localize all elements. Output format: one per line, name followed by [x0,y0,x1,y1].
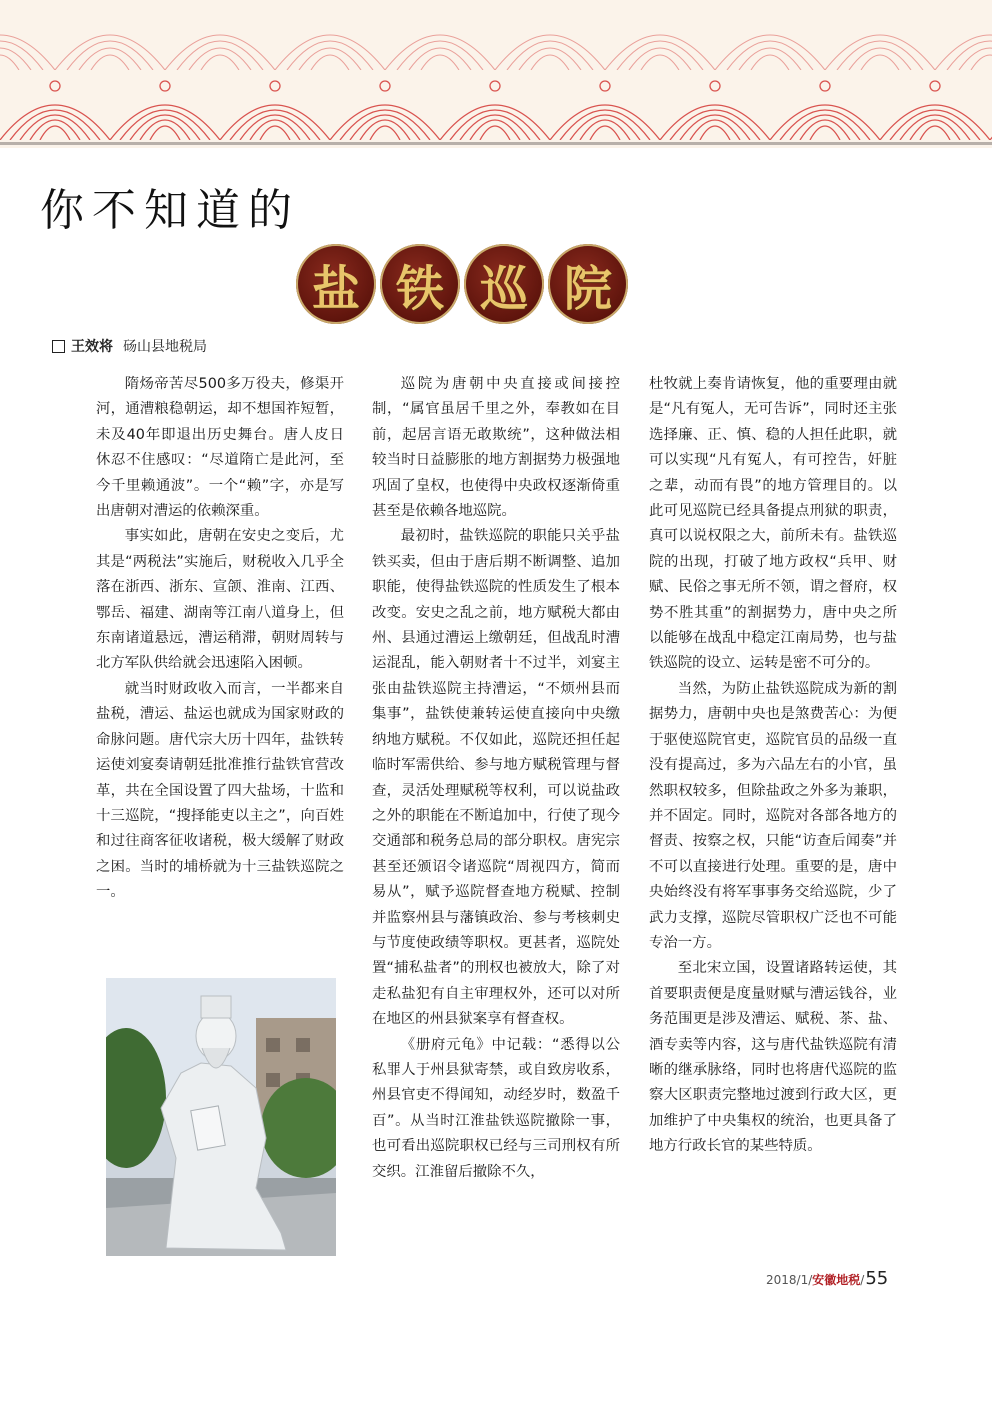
square-bullet-icon [52,340,65,353]
paragraph: 巡院为唐朝中央直接或间接控制，“属官虽居千里之外，奉教如在目前，起居言语无敢欺统”，这种做法相较当时日益膨胀的地方割据势力极强地巩固了皇权，也使得中央政权逐渐倚重甚至是依赖各地巡院。 [372,376,620,520]
title-seal [296,244,376,324]
paragraph: 事实如此，唐朝在安史之变后，尤其是“两税法”实施后，财税收入几乎全落在浙西、浙东、宣颌、淮南、江西、鄂岳、福建、湖南等江南八道身上，但东南诸道悬远，漕运稍滞，朝财周转与北方军队供给就会迅速陷入困顿。 [96,528,344,672]
magazine-name: 安徽地税 [812,1273,861,1287]
page-footer [766,1268,888,1289]
text-column-2 [372,372,620,1185]
statue-photo [106,978,336,1256]
paragraph: 就当时财政收入而言，一半都来自盐税，漕运、盐运也就成为国家财政的命脉问题。唐代宗大历十四年，盐铁转运使刘宴奏请朝廷批准推行盐铁官营改革，共在全国设置了四大盐场，十监和十三巡院，“搜择能吏以主之”，向百姓和过往商客征收诸税，极大缓解了财政之困。当时的埔桥就为十三盐铁巡院之一。 [96,680,344,901]
paragraph: 隋炀帝苦尽500多万役夫，修渠开河，通漕粮稳朝运，却不想国祚短暂，未及40年即退出历史舞台。唐人皮日休忍不住感叹：“尽道隋亡是此河，至今千里赖通波”。一个“赖”字，亦是写出唐朝对漕运的依赖深重。 [96,376,344,520]
decorative-wave-banner [0,0,992,148]
seal-char: 盐 [311,260,360,317]
text-column-1 [96,372,344,906]
paragraph: 当然，为防止盐铁巡院成为新的割据势力，唐朝中央也是煞费苦心：为便于驱使巡院官吏，巡院官员的品级一直没有提高过，多为六品左右的小官，虽然职权较多，但除盐政之外多为兼职，并不固定。同时，巡院对各部各地方的督责、按察之权，只能“访查后闻奏”并不可以直接进行处理。重要的是，唐中央始终没有将军事事务交给巡院，少了武力支撑，巡院尽管职权广泛也不可能专治一方。 [649,680,897,951]
page-number: 55 [865,1268,889,1289]
issue-date: 2018/1/ [766,1273,813,1287]
paragraph: 至北宋立国，设置诸路转运使，其首要职责便是度量财赋与漕运钱谷，业务范围更是涉及漕运、赋税、茶、盐、酒专卖等内容，这与唐代盐铁巡院有清晰的继承脉络，同时也将唐代巡院的监察大区职责完整地过渡到行政大区，更加维护了中央集权的统治，也更具备了地方行政长官的某些特质。 [649,960,897,1155]
seal-char: 铁 [395,260,444,317]
banner-divider [0,142,992,145]
seal-char: 巡 [479,260,528,317]
title-seal [464,244,544,324]
footer-slash: / [860,1273,865,1287]
paragraph: 最初时，盐铁巡院的职能只关乎盐铁买卖，但由于唐后期不断调整、追加职能，使得盐铁巡院的性质发生了根本改变。安史之乱之前，地方赋税大都由州、县通过漕运上缴朝廷，但战乱时漕运混乱，能入朝财者十不过半，刘宴主张由盐铁巡院主持漕运，“不烦州县而集事”，盐铁使兼转运使直接向中央缴纳地方赋税。不仅如此，巡院还担任起临时军需供给、参与地方赋税管理与督查，灵活处理赋税等权利，可以说盐政之外的职能在不断追加中，行使了现今交通部和税务总局的部分职权。唐宪宗甚至还颁诏令诸巡院“周视四方，简而易从”，赋予巡院督查地方税赋、控制并监察州县与藩镇政治、参与考核刺史与节度使政绩等职权。更甚者，巡院处置“捕私盐者”的刑权也被放大，除了对走私盐犯有自主审理权外，还可以对所在地区的州县狱案享有督查权。 [372,528,620,1028]
article-title: 你不知道的 [40,185,300,236]
author-name: 王效将 [71,339,113,355]
text-column-3 [649,372,897,1160]
paragraph: 《册府元龟》中记载：“悉得以公私罪人于州县狱寄禁，或自致房收系，州县官吏不得闻知，动经岁时，数盈千百”。从当时江淮盐铁巡院撤除一事，也可看出巡院职权已经与三司刑权有所交织。江淮留后撤除不久， [372,1036,620,1180]
title-seal-group [296,244,628,324]
title-seal [548,244,628,324]
wave-pattern [0,0,992,142]
statue-illustration [106,978,336,1256]
seal-char: 院 [563,260,612,317]
author-affiliation: 砀山县地税局 [123,339,207,355]
paragraph-continued: 杜牧就上奏肯请恢复，他的重要理由就是“凡有冤人，无可告诉”，同时还主张选择廉、正、慎、稳的人担任此职，就可以实现“凡有冤人，有可控告，奸脏之辈，动而有畏”的地方管理目的。以此可见巡院已经具备提点刑狱的职责，真可以说权限之大，前所未有。盐铁巡院的出现，打破了地方政权“兵甲、财赋、民俗之事无所不领，谓之督府，权势不胜其重”的割据势力，唐中央之所以能够在战乱中稳定江南局势，也与盐铁巡院的设立、运转是密不可分的。 [649,376,897,672]
byline [52,336,207,356]
title-seal [380,244,460,324]
